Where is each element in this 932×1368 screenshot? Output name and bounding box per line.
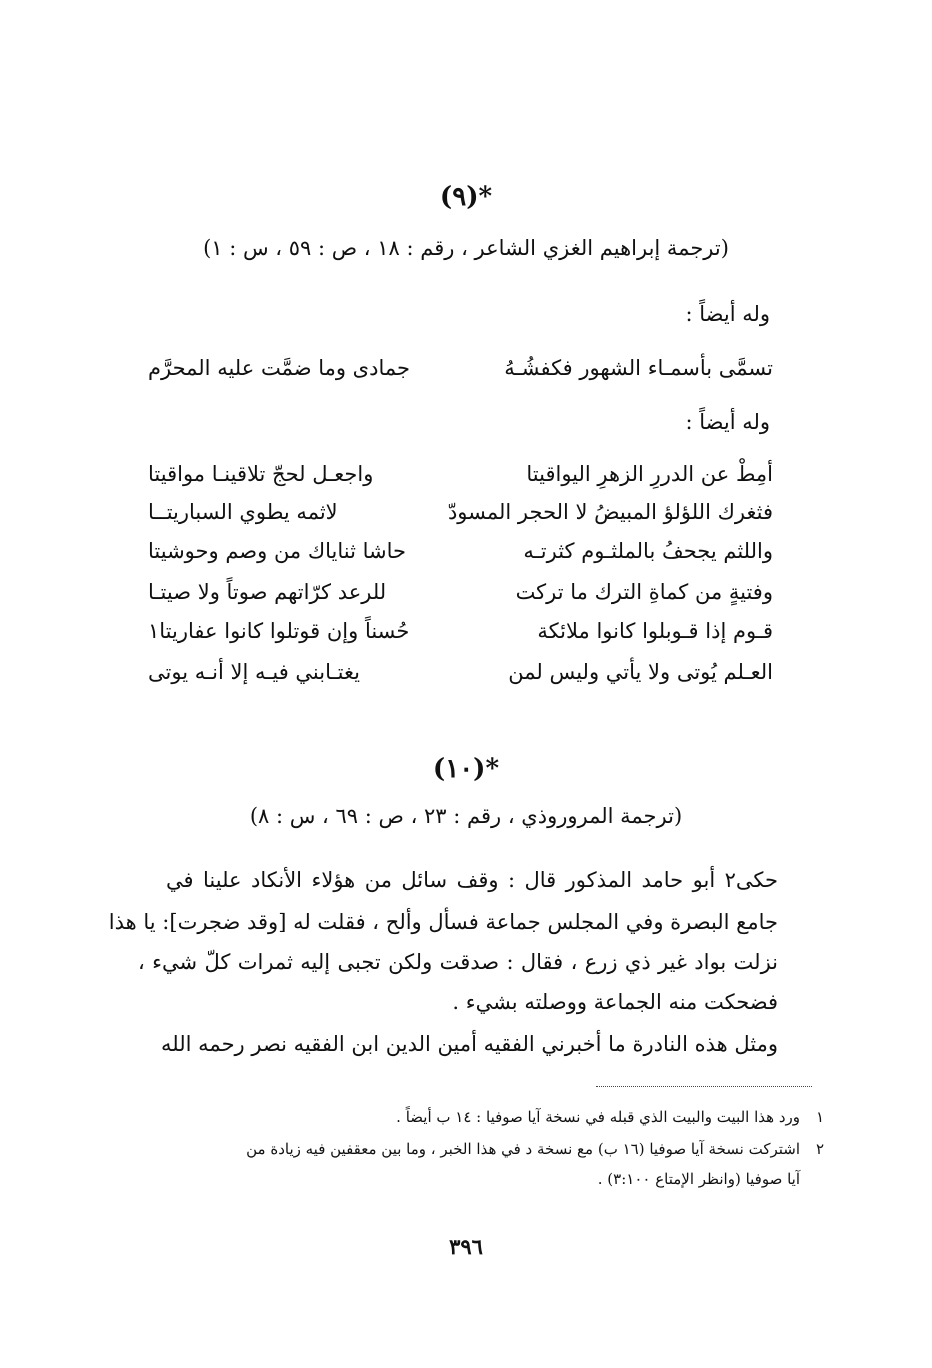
verse-second-hemistich: واجعـل لحجّ تلاقينـا مواقيتا — [148, 462, 374, 486]
prose-line: نزلت بواد غير ذي زرع ، فقال : صدقت ولكن تجبى إليه ثمرات كلّ شيء ، — [138, 950, 778, 974]
prose-line: ومثل هذه النادرة ما أخبرني الفقيه أمين الدين ابن الفقيه نصر رحمه الله — [161, 1032, 778, 1056]
verse-second-hemistich: حُسناً وإن قوتلوا كانوا عفاريتا١ — [148, 619, 410, 643]
verse-first-hemistich: قـوم إذا قـوبلوا كانوا ملائكة — [537, 619, 773, 643]
verse-line — [148, 660, 773, 694]
verse-second-hemistich: لاثمه يطوي السباريتــا — [148, 500, 338, 524]
prose-line: جامع البصرة وفي المجلس جماعة فسأل وألح ، فقلت له [وقد ضجرت]: يا هذا — [108, 910, 778, 934]
verse-line — [148, 500, 773, 534]
footnote-number: ١ — [815, 1108, 824, 1126]
verse-line — [148, 462, 773, 496]
verse-first-hemistich: وفتيةٍ من كماةِ الترك ما تركت — [515, 580, 773, 604]
verse-second-hemistich: جمادى وما ضمَّت عليه المحرَّم — [148, 356, 410, 380]
poem-intro-label: وله أيضاً : — [685, 410, 770, 434]
section-10-heading: *(١٠) — [432, 754, 500, 784]
verse-line — [148, 539, 773, 573]
section-10-source: (ترجمة المروروذي ، رقم : ٢٣ ، ص : ٦٩ ، س : ٨) — [249, 804, 683, 828]
section-9-heading: *(٩) — [439, 182, 493, 212]
prose-line: حكى٢ أبو حامد المذكور قال : وقف سائل من هؤلاء الأنكاد علينا في — [166, 868, 778, 892]
section-9-source: (ترجمة إبراهيم الغزي الشاعر ، رقم : ١٨ ، ص : ٥٩ ، س : ١) — [203, 236, 729, 260]
verse-line — [148, 356, 773, 390]
prose-line: فضحكت منه الجماعة ووصلته بشيء . — [452, 990, 778, 1014]
verse-first-hemistich: أمِطْ عن الدررِ الزهرِ اليواقيتا — [526, 462, 773, 486]
footnote-text: اشتركت نسخة آيا صوفيا (١٦ ب) مع نسخة د في هذا الخبر ، وما بين معقفين فيه زيادة من — [246, 1140, 800, 1158]
verse-first-hemistich: العـلم يُوتى ولا يأتي وليس لمن — [508, 660, 773, 684]
verse-line — [148, 619, 773, 653]
verse-first-hemistich: تسمَّى بأسمـاء الشهور فكفشُـهُ — [504, 356, 773, 380]
verse-second-hemistich: حاشا ثناياك من وصم وحوشيتا — [148, 539, 407, 563]
verse-second-hemistich: للرعد كرّاتهم صوتاً ولا صيتـا — [148, 580, 387, 604]
footnote-separator — [596, 1086, 812, 1087]
verse-first-hemistich: فثغرك اللؤلؤ المبيضُ لا الحجر المسودّ — [447, 500, 773, 524]
verse-line — [148, 580, 773, 614]
verse-second-hemistich: يغتـابني فيـه إلا أنـه يوتى — [148, 660, 360, 684]
verse-first-hemistich: واللثم يجحفُ بالملثـوم كثرتـه — [523, 539, 773, 563]
footnote-text: آيا صوفيا (وانظر الإمتاع ٣:١٠٠) . — [597, 1170, 800, 1188]
poem-intro-label: وله أيضاً : — [685, 302, 770, 326]
page-number: ٣٩٦ — [449, 1234, 483, 1259]
footnote-text: ورد هذا البيت والبيت الذي قبله في نسخة آيا صوفيا : ١٤ ب أيضاً . — [396, 1108, 800, 1126]
footnote-number: ٢ — [815, 1140, 824, 1158]
